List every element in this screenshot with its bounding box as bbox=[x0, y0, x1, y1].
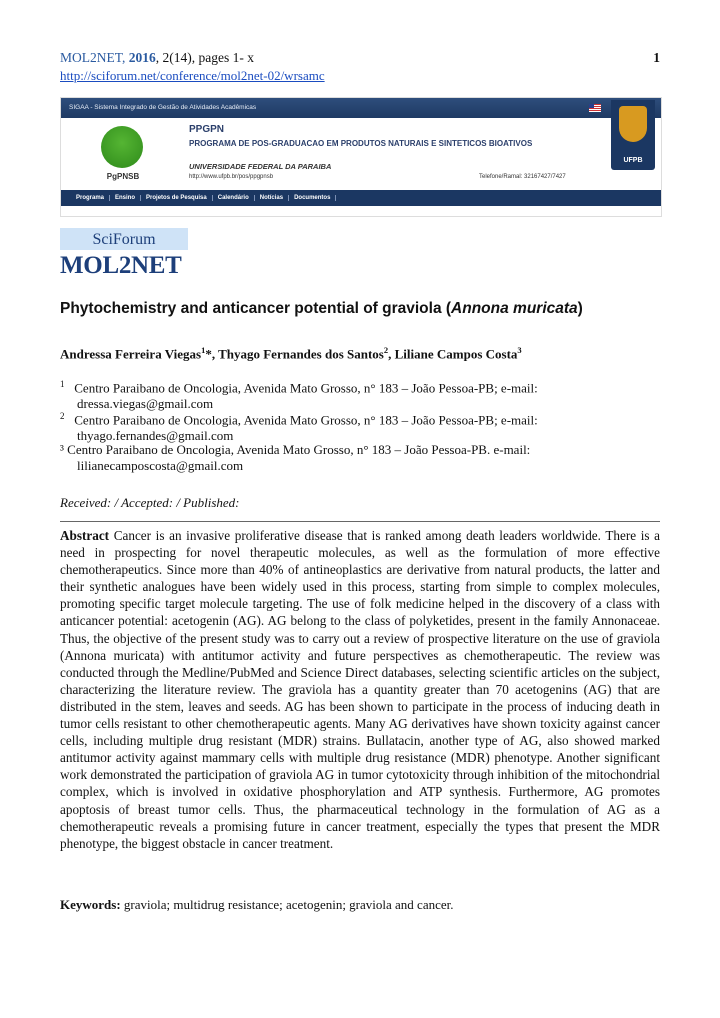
us-flag-icon bbox=[589, 104, 601, 112]
university-name: UNIVERSIDADE FEDERAL DA PARAIBA bbox=[189, 162, 332, 171]
ufpb-emblem-label: UFPB bbox=[623, 157, 643, 164]
title-species-name: Annona muricata bbox=[451, 300, 578, 317]
program-website: http://www.ufpb.br/pos/ppgpnsb bbox=[189, 174, 274, 180]
keywords-text: graviola; multidrug resistance; acetogenin; graviola and cancer. bbox=[120, 897, 454, 912]
affiliation-1-email: dressa.viegas@gmail.com bbox=[77, 396, 214, 412]
pgpnsb-logo-text: PgPNSB bbox=[106, 172, 140, 181]
keywords-label: Keywords: bbox=[60, 897, 121, 912]
nav-item-noticias: Notícias bbox=[255, 195, 289, 201]
page-number: 1 bbox=[653, 50, 660, 65]
ufpb-crest-icon bbox=[619, 106, 647, 142]
running-header: MOL2NET, 2016, 2(14), pages 1- x bbox=[60, 50, 254, 65]
program-code: PPGPN bbox=[189, 124, 225, 135]
affiliation-3-email: lilianecamposcosta@gmail.com bbox=[77, 458, 244, 473]
author-1: Andressa Ferreira Viegas bbox=[60, 346, 202, 362]
affiliation-3: ³ Centro Paraibano de Oncologia, Avenida Mato Grosso, n° 183 – João Pessoa-PB. e-mail: lilianecamposcosta@gmail.com bbox=[60, 442, 531, 473]
abstract bbox=[60, 527, 660, 852]
journal-year: 2016 bbox=[128, 50, 156, 65]
pgpnsb-logo-icon bbox=[101, 126, 143, 168]
program-phone: Telefone/Ramal: 32167427/7427 bbox=[479, 174, 566, 180]
sigaa-system-name: SIGAA - Sistema Integrado de Gestão de Atividades Acadêmicas bbox=[69, 104, 257, 111]
program-name: PROGRAMA DE POS-GRADUACAO EM PRODUTOS NATURAIS E SINTETICOS BIOATIVOS bbox=[189, 139, 533, 148]
publication-dates: Received: / Accepted: / Published: bbox=[60, 495, 240, 510]
author-3: Liliane Campos Costa bbox=[394, 346, 518, 362]
abstract-text: Cancer is an invasive proliferative disease that is ranked among death leaders worldwide. There is a need in prospecting for novel therapeutic molecules, as well as the formulation of more effective chemotherapeutics. Since more than 40% of antineoplastics are derivative from natural products, the latter and their synthetic analogues have been widely used in this process, starting from simple to complex molecules, promoting specific target molecule targeting. The use of folk medicine helped in the discovery of a class with anticancer potential: acetogenin (AG). AG belong to the class of polyketides, present in the family Annonaceae. Thus, the objective of the present study was to carry out a review of prospective literature on the use of graviola (Annona muricata) with antitumor activity and future perspectives as chemotherapeutic. The review was conducted through the Medline/PubMed and Science Direct databases, selecting scientific articles on the subject, characterizing the literature review. The graviola has a quantity greater than 70 acetogenins (AG) that are distributed in the stem, leaves and seeds. AG has been shown to participate in the process of inducing death in tumor cells resistant to other chemotherapeutic agents. Many AG derivatives have shown toxicity against cancer cells, including multiple drug resistant (MDR) strains. Bullatacin, another type of AG, also showed marked antitumor activity against mammary cells with multiple drug resistance (MDR) phenotype. Another significant work demonstrated the participation of graviola AG in tumor cytotoxicity through inhibition of the mitochondrial complex, which is involved in oxidative phosphorylation and ATP synthesis. Furthermore, AG promotes apoptosis of breast tumor cells. Thus, the pharmaceutical technology in the formulation of AG as a chemotherapeutic reveals a promising future in cancer treatment, especially the types that present the MDR phenotype, the biggest obstacle in cancer treatment. bbox=[60, 528, 660, 851]
affiliation-2-email: thyago.fernandes@gmail.com bbox=[77, 428, 234, 444]
banner-nav-bar bbox=[61, 190, 661, 206]
sigaa-top-bar bbox=[61, 98, 661, 118]
paper-title: Phytochemistry and anticancer potential of graviola (Annona muricata) bbox=[60, 300, 583, 317]
author-2: Thyago Fernandes dos Santos bbox=[218, 346, 384, 362]
nav-item-ensino: Ensino bbox=[110, 195, 141, 201]
nav-item-programa: Programa bbox=[71, 195, 110, 201]
abstract-label: Abstract bbox=[60, 528, 110, 543]
ppgpn-banner-image bbox=[60, 97, 662, 217]
section-divider bbox=[60, 521, 660, 522]
sciforum-badge: SciForum bbox=[60, 228, 188, 250]
nav-item-documentos: Documentos bbox=[289, 195, 336, 201]
keywords bbox=[60, 897, 660, 913]
affiliation-2: $^2$ Centro Paraibano de Oncologia, Avenida Mato Grosso, n° 183 – João Pessoa-PB; e-mail: thyago.fernandes@gmail.com bbox=[60, 411, 538, 444]
author-list: Andressa Ferreira Viegas$^1$*, Thyago Fernandes dos Santos$^2$, Liliane Campos Costa$^3$ bbox=[60, 345, 522, 362]
conference-url-link[interactable]: http://sciforum.net/conference/mol2net-02/wrsamc bbox=[60, 68, 325, 83]
nav-item-calendario: Calendário bbox=[213, 195, 255, 201]
ufpb-emblem bbox=[611, 100, 655, 170]
conference-name: MOL2NET bbox=[60, 252, 182, 279]
nav-item-projetos: Projetos de Pesquisa bbox=[141, 195, 213, 201]
affiliation-1: $^1$ Centro Paraibano de Oncologia, Avenida Mato Grosso, n° 183 – João Pessoa-PB; e-mail: dressa.viegas@gmail.com bbox=[60, 379, 538, 412]
journal-volume-pages: , 2(14), pages 1- x bbox=[155, 50, 254, 65]
journal-name: MOL2NET bbox=[60, 50, 122, 65]
